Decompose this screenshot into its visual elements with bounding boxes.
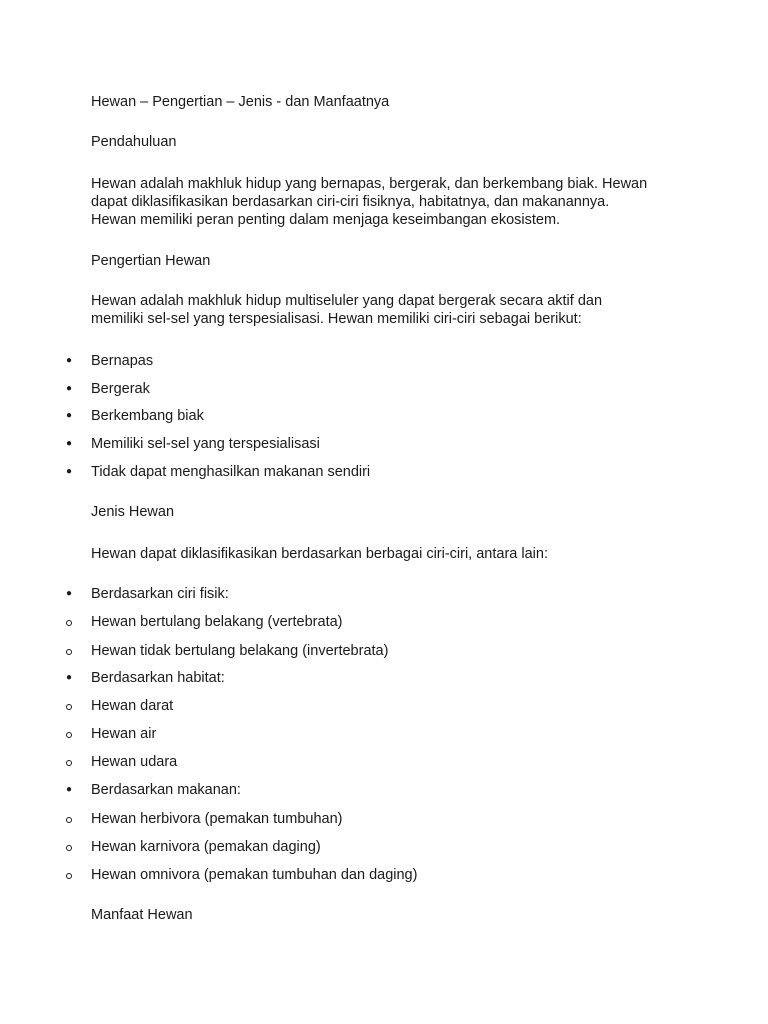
intro-paragraph [91,175,711,229]
bullet-icon: ● [66,588,73,599]
sub-list-item: Hewan darat [91,698,174,714]
sub-list-item: Hewan air [91,726,157,742]
definition-line: memiliki sel-sel yang terspesialisasi. Hewan memiliki ciri-ciri sebagai berikut: [91,311,582,327]
circle-bullet-icon [66,732,72,738]
types-intro: Hewan dapat diklasifikasikan berdasarkan berbagai ciri-ciri, antara lain: [91,546,548,562]
document-title: Hewan – Pengertian – Jenis - dan Manfaatnya [91,94,390,110]
intro-line: dapat diklasifikasikan berdasarkan ciri-ciri fisiknya, habitatnya, dan makanannya. [91,194,610,210]
bullet-icon: ● [66,410,73,421]
bullet-icon: ● [66,784,73,795]
list-item: Bernapas [91,353,154,369]
circle-bullet-icon [66,620,72,626]
circle-bullet-icon [66,704,72,710]
intro-line: Hewan memiliki peran penting dalam menjaga keseimbangan ekosistem. [91,212,561,228]
bullet-icon: ● [66,355,73,366]
list-item: Berkembang biak [91,408,204,424]
list-item: Memiliki sel-sel yang terspesialisasi [91,436,320,452]
sub-list-item: Hewan tidak bertulang belakang (invertebrata) [91,643,389,659]
list-item: Berdasarkan ciri fisik: [91,586,229,602]
circle-bullet-icon [66,817,72,823]
list-item: Berdasarkan makanan: [91,782,241,798]
intro-line: Hewan adalah makhluk hidup yang bernapas, bergerak, dan berkembang biak. Hewan [91,176,648,192]
circle-bullet-icon [66,845,72,851]
sub-list-item: Hewan karnivora (pemakan daging) [91,839,321,855]
section-heading-manfaat: Manfaat Hewan [91,907,193,923]
bullet-icon: ● [66,438,73,449]
sub-list-item: Hewan herbivora (pemakan tumbuhan) [91,811,343,827]
sub-list-item: Hewan omnivora (pemakan tumbuhan dan daging) [91,867,418,883]
section-heading-jenis: Jenis Hewan [91,504,175,520]
list-item: Berdasarkan habitat: [91,670,225,686]
list-item: Bergerak [91,381,150,397]
bullet-icon: ● [66,383,73,394]
section-heading-pendahuluan: Pendahuluan [91,134,177,150]
bullet-icon: ● [66,466,73,477]
list-item: Tidak dapat menghasilkan makanan sendiri [91,464,371,480]
circle-bullet-icon [66,760,72,766]
bullet-icon: ● [66,672,73,683]
definition-paragraph [91,292,711,328]
sub-list-item: Hewan bertulang belakang (vertebrata) [91,614,343,630]
circle-bullet-icon [66,873,72,879]
sub-list-item: Hewan udara [91,754,178,770]
definition-line: Hewan adalah makhluk hidup multiseluler yang dapat bergerak secara aktif dan [91,293,603,309]
circle-bullet-icon [66,649,72,655]
section-heading-pengertian: Pengertian Hewan [91,253,211,269]
